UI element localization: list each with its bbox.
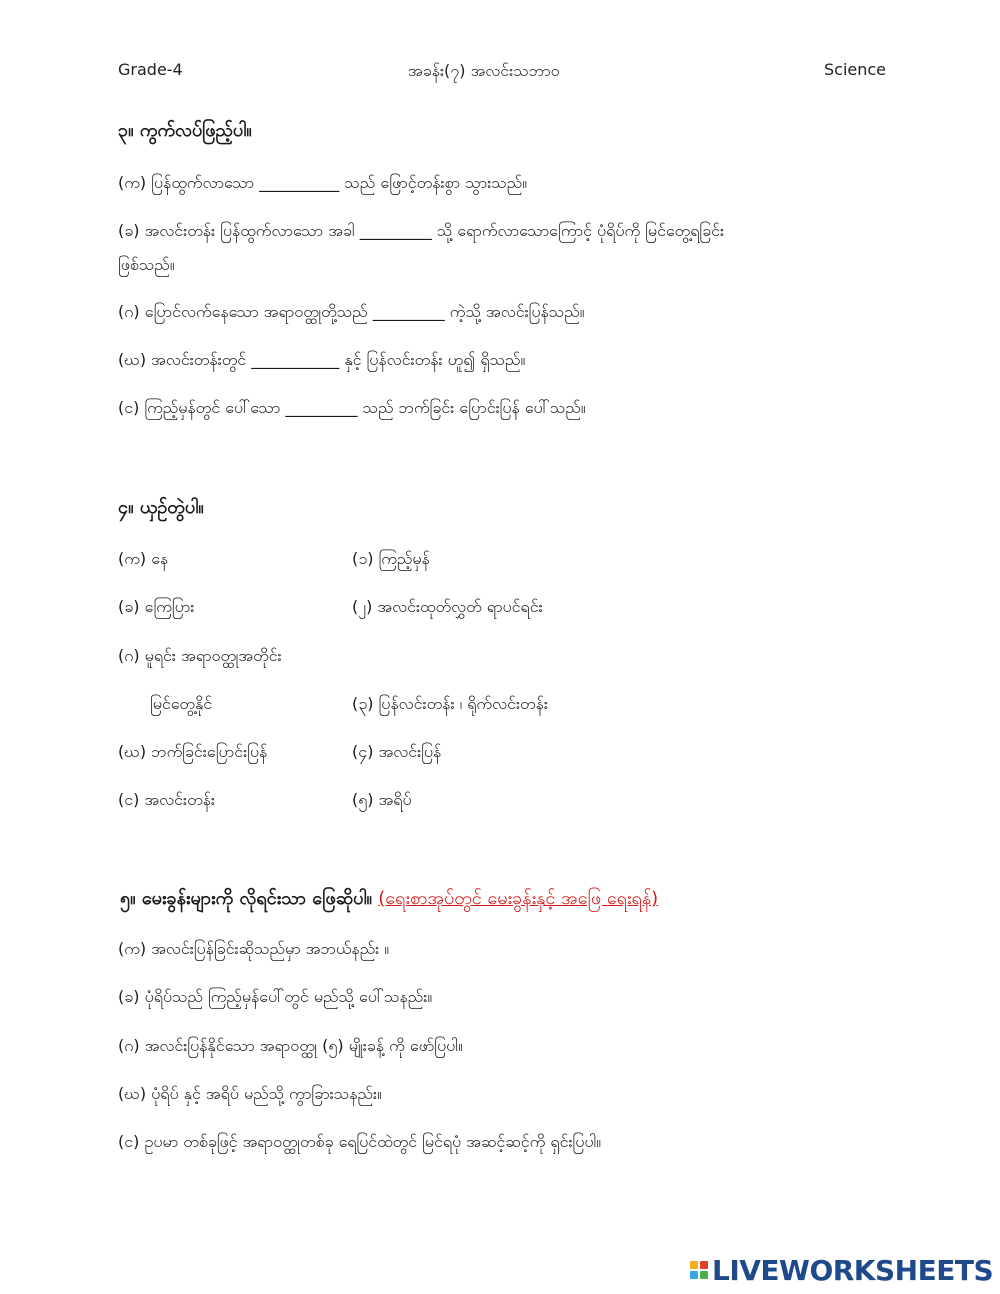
question-item: (က) အလင်းပြန်ခြင်းဆိုသည်မှာ အဘယ်နည်း ။ [118,939,390,958]
chapter-title: အခန်း(၇) အလင်းသဘာဝ [408,61,560,80]
question-item: (ခ) ပုံရိပ်သည် ကြည့်မှန်ပေါ်တွင် မည်သို့ ပေါ်သနည်း။ [118,987,433,1006]
match-left-item: (က) နေ [118,549,169,568]
subject-label: Science [824,60,887,79]
match-left-item: (င) အလင်းတန်း [118,790,215,809]
question-item: (င) ဥပမာ တစ်ခုဖြင့် အရာဝတ္ထုတစ်ခု ရေပြင်ထဲတွင် မြင်ရပုံ အဆင့်ဆင့်ကို ရှင်းပြပါ။ [118,1132,602,1151]
match-left-item: (ဃ) ဘက်ခြင်းပြောင်းပြန် [118,742,268,761]
match-right-item: (၁) ကြည့်မှန် [352,549,430,568]
question-item: (ဃ) ပုံရိပ် နှင့် အရိပ် မည်သို့ ကွာခြားသနည်း။ [118,1084,382,1103]
fill-blank-item: (ခ) အလင်းတန်း ပြန်ထွက်လာသော အခါ _________ သို့ ရောက်လာသောကြောင့် ပုံရိပ်ကို မြင်တွေ့ရခြင်း [118,221,725,240]
match-right-item: (၅) အရိပ် [352,790,412,809]
match-left-item: (ခ) ကြေပြား [118,597,195,616]
fill-blank-item: (ဃ) အလင်းတန်းတွင် ___________ နှင့် ပြန်လင်းတန်း ဟူ၍ ရှိသည်။ [118,350,526,369]
section-5-instruction-note: (ရေးစာအုပ်တွင် မေးခွန်းနှင့် အဖြေ ရေးရန်) [378,888,659,909]
section-3-title: ၃။ ကွက်လပ်ဖြည့်ပါ။ [118,120,252,141]
section-4-title: ၄။ ယှဉ်တွဲပါ။ [118,497,204,518]
section-5-title: ၅။ မေးခွန်းများကို လိုရင်းသာ ဖြေဆိုပါ။ [120,888,372,909]
match-left-item: (ဂ) မူရင်း အရာဝတ္ထုအတိုင်း [118,646,282,665]
liveworksheets-logo [690,1253,993,1287]
fill-blank-item: (က) ပြန်ထွက်လာသော __________ သည် ဖြောင့်တန်းစွာ သွားသည်။ [118,173,528,192]
logo-text: LIVEWORKSHEETS [712,1253,994,1287]
question-item: (ဂ) အလင်းပြန်နိုင်သော အရာဝတ္ထု (၅) မျိုးခန့် ကို ဖော်ပြပါ။ [118,1036,463,1055]
fill-blank-item: (ဂ) ပြောင်လက်နေသော အရာဝတ္ထုတို့သည် _________ ကဲ့သို့ အလင်းပြန်သည်။ [118,302,585,321]
grade-label: Grade-4 [118,60,183,79]
match-left-item-continued: မြင်တွေ့နိုင် [150,694,213,713]
fill-blank-item: (င) ကြည့်မှန်တွင် ပေါ်သော _________ သည် ဘက်ခြင်း ပြောင်းပြန် ပေါ်သည်။ [118,398,586,417]
match-right-item: (၃) ပြန်လင်းတန်း ၊ ရိုက်လင်းတန်း [352,694,548,713]
match-right-item: (၄) အလင်းပြန် [352,742,442,761]
match-right-item: (၂) အလင်းထုတ်လွှတ် ရာပင်ရင်း [352,597,543,616]
section-5-heading [120,886,658,913]
fill-blank-item-continued: ဖြစ်သည်။ [118,255,175,274]
logo-mark-icon [690,1261,708,1279]
